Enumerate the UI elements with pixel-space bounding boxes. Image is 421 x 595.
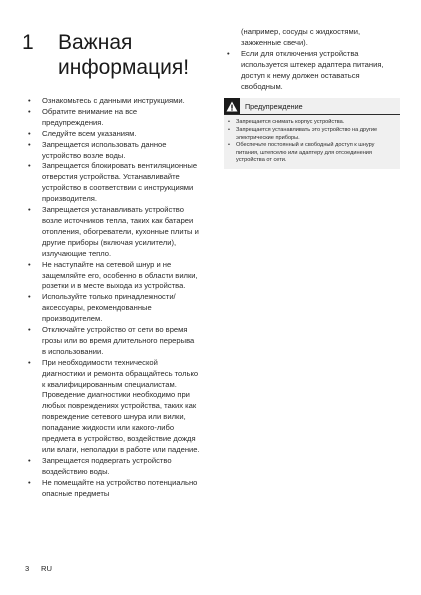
list-item	[25, 96, 200, 107]
chapter-title	[58, 30, 208, 80]
list-item	[226, 142, 396, 165]
list-item-text: Ознакомьтесь с данными инструкциями.	[42, 96, 185, 105]
language-code: RU	[41, 564, 52, 573]
bullet-icon: •	[227, 48, 230, 58]
bullet-icon: •	[228, 127, 230, 134]
bullet-icon: •	[28, 292, 31, 302]
list-item	[25, 129, 200, 140]
list-item-text: Запрещается использовать данное устройство возле воды.	[42, 139, 167, 160]
list-item	[25, 292, 200, 325]
list-item-text: Запрещается устанавливать устройство возле источников тепла, таких как батареи отопления, обогреватели, кухонные плиты и другие приборы (включая усилители), излучающие тепло.	[42, 205, 199, 258]
safety-list	[25, 96, 200, 500]
left-column	[25, 96, 200, 500]
list-item	[25, 205, 200, 260]
list-item-text: При необходимости технической диагностики и ремонта обращайтесь только к квалифицированным специалистам. Проведение диагностики необходимо при любых повреждениях устройства, таких как повреждение сетевого шнура или вилки, попадание жидкости или какого-либо предмета в устройство, воздействие дождя или влаги, неполадки в работе или падение.	[42, 357, 200, 454]
list-item-text: Запрещается устанавливать это устройство на другие электрические приборы.	[236, 127, 378, 141]
list-item	[25, 478, 200, 500]
bullet-icon: •	[28, 259, 31, 269]
bullet-icon: •	[28, 128, 31, 138]
list-continuation: (например, сосуды с жидкостями, зажженные свечи).	[241, 27, 361, 47]
bullet-icon: •	[28, 477, 31, 487]
bullet-icon: •	[28, 96, 31, 105]
list-item-text: Обеспечьте постоянный и свободный доступ к шнуру питания, штепселю или адаптеру для отсоединения устройства от сети.	[236, 142, 375, 164]
safety-list-continued	[224, 49, 400, 93]
list-item	[25, 161, 200, 205]
bullet-icon: •	[28, 325, 31, 335]
bullet-icon: •	[228, 142, 230, 149]
list-item-text: Не помещайте на устройство потенциально опасные предметы	[42, 477, 198, 498]
page-number: 3	[25, 564, 30, 573]
warning-title: Предупреждение	[245, 101, 303, 111]
right-column	[224, 27, 400, 169]
warning-list	[224, 119, 400, 165]
list-item	[226, 119, 396, 127]
list-item-text: Запрещается подвергать устройство воздействию воды.	[42, 455, 172, 476]
bullet-icon: •	[28, 455, 31, 465]
list-item-text: Следуйте всем указаниям.	[42, 128, 137, 138]
bullet-icon: •	[228, 119, 230, 126]
bullet-icon: •	[28, 205, 31, 215]
warning-header	[224, 98, 400, 115]
list-item-text: Обратите внимание на все предупреждения.	[42, 106, 138, 127]
bullet-icon: •	[28, 357, 31, 367]
warning-icon	[224, 98, 240, 114]
list-item-text: Если для отключения устройства используется штекер адаптера питания, доступ к нему должен оставаться свободным.	[241, 48, 384, 91]
list-item	[224, 49, 400, 93]
list-item	[25, 140, 200, 162]
list-item	[25, 325, 200, 358]
bullet-icon: •	[28, 139, 31, 149]
list-item-text: Отключайте устройство от сети во время грозы или во время длительного перерыва в использовании.	[42, 325, 195, 356]
page-footer	[25, 564, 52, 573]
list-item	[25, 358, 200, 456]
list-item-text: Запрещается снимать корпус устройства.	[236, 119, 345, 126]
list-item-text: Используйте только принадлежности/аксессуары, рекомендованные производителем.	[42, 292, 176, 324]
list-item	[25, 456, 200, 478]
chapter-number: 1	[22, 31, 34, 54]
chapter-title-line2: информация!	[58, 56, 190, 79]
list-item-text: Не наступайте на сетевой шнур и не защемляйте его, особенно в области вилки, розетки и в месте выхода из устройства.	[42, 259, 198, 291]
warning-box	[224, 98, 400, 169]
bullet-icon: •	[28, 161, 31, 171]
list-item	[25, 260, 200, 293]
list-item	[25, 107, 200, 129]
list-item-text: Запрещается блокировать вентиляционные отверстия устройства. Устанавливайте устройство в соответствии с инструкциями производителя.	[42, 161, 198, 204]
chapter-title-line1: Важная	[58, 31, 133, 54]
bullet-icon: •	[28, 106, 31, 116]
list-item	[226, 127, 396, 142]
